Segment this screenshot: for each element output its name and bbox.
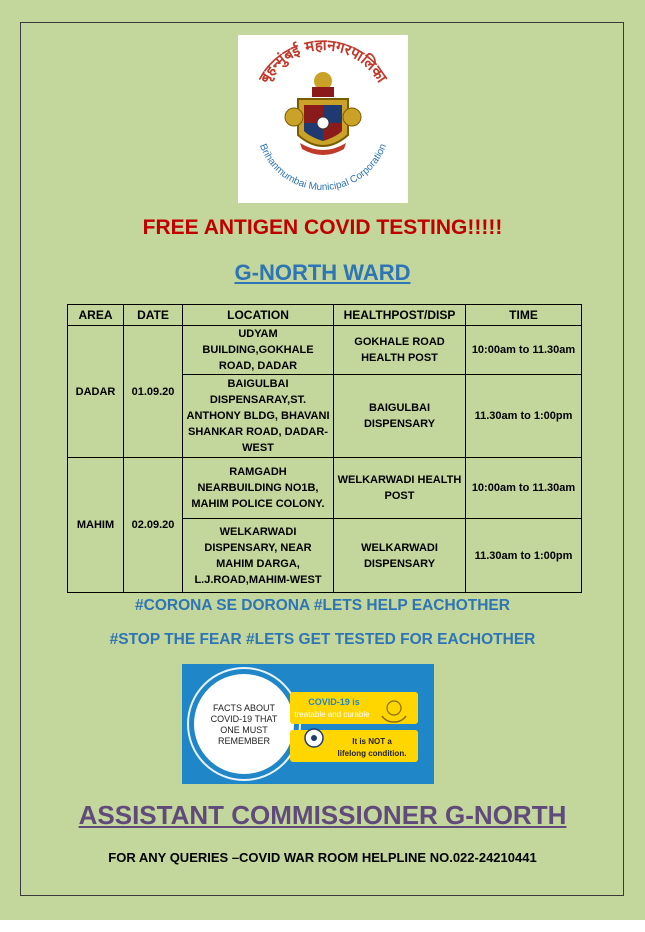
column-header-healthpost: HEALTHPOST/DISP [334,305,466,326]
table-row [68,458,582,519]
facts-circle-line-1: FACTS ABOUT [212,703,276,713]
page-title: FREE ANTIGEN COVID TESTING!!!!! [142,216,503,239]
logo-hindi-text: बृहन्मुंबई महानगरपालिका [255,35,391,86]
column-header-time: TIME [466,305,582,326]
location-cell: WELKARWADI DISPENSARY, NEAR MAHIM DARGA, L.J.ROAD,MAHIM-WEST [183,519,334,593]
hashtag-line-2: #STOP THE FEAR #LETS GET TESTED FOR EACHOTHER [109,631,536,648]
svg-text:Brihanmumbai Municipal Corpora [257,142,389,193]
location-cell: BAIGULBAI DISPENSARAY,ST. ANTHONY BLDG, BHAVANI SHANKAR ROAD, DADAR-WEST [183,375,334,458]
facts-circle-line-3: ONE MUST [220,725,268,735]
facts-circle-line-4: REMEMBER [217,736,271,746]
fact-1-line-1: COVID-19 is [308,697,360,707]
location-cell: RAMGADH NEARBUILDING NO1B, MAHIM POLICE COLONY. [183,458,334,519]
time-cell: 10:00am to 11.30am [466,458,582,519]
healthpost-cell: WELKARWADI DISPENSARY [334,519,466,593]
column-header-location: LOCATION [183,305,334,326]
time-cell: 11.30am to 1:00pm [466,519,582,593]
hashtag-line-1: #CORONA SE DORONA #LETS HELP EACHOTHER [135,597,510,614]
area-cell: MAHIM [68,458,124,593]
time-cell: 10:00am to 11.30am [466,326,582,375]
healthpost-cell: WELKARWADI HEALTH POST [334,458,466,519]
fact-1-line-2: treatable and curable [294,710,370,719]
virus-icon [305,729,323,747]
healthpost-cell: GOKHALE ROAD HEALTH POST [334,326,466,375]
date-cell: 01.09.20 [124,326,183,458]
column-header-date: DATE [124,305,183,326]
facts-circle [194,674,294,774]
bmc-logo [238,35,408,203]
helpline-text: FOR ANY QUERIES –COVID WAR ROOM HELPLINE NO.022-24210441 [108,850,537,865]
table-row [68,326,582,375]
location-cell: UDYAM BUILDING,GOKHALE ROAD, DADAR [183,326,334,375]
crest-emblem [285,72,361,155]
covid-facts-graphic [182,664,434,784]
column-header-area: AREA [68,305,124,326]
logo-english-text: Brihanmumbai Municipal Corporation [256,142,390,194]
fact-2-line-1: It is NOT a [352,737,392,746]
assistant-commissioner-heading: ASSISTANT COMMISSIONER G-NORTH [78,800,567,830]
table-header-row [68,305,582,326]
time-cell: 11.30am to 1:00pm [466,375,582,458]
schedule-table [67,304,582,593]
fact-2-line-2: lifelong condition. [337,749,407,758]
facts-circle-line-2: COVID-19 THAT [210,714,278,724]
ward-heading: G-NORTH WARD [234,260,411,285]
healthpost-cell: BAIGULBAI DISPENSARY [334,375,466,458]
date-cell: 02.09.20 [124,458,183,593]
area-cell: DADAR [68,326,124,458]
